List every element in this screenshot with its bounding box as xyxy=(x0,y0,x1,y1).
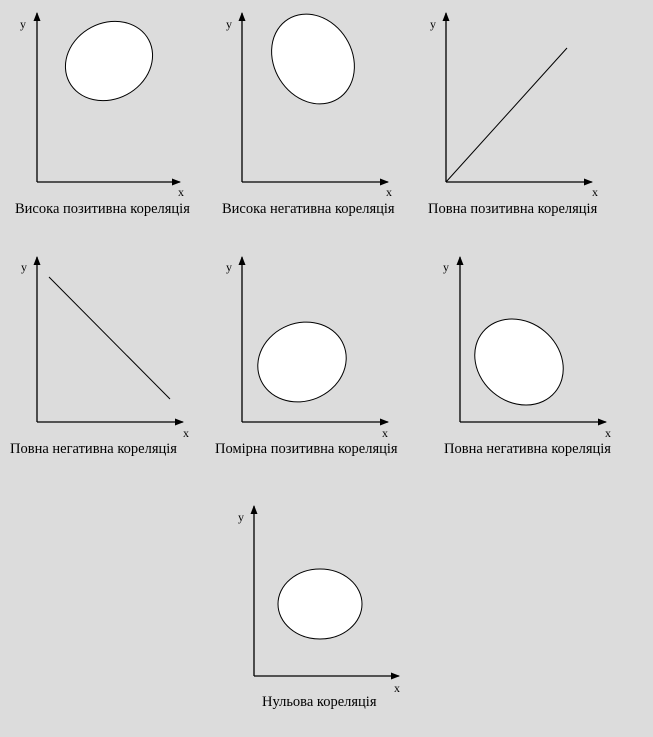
x-axis-label: x xyxy=(382,426,388,440)
scatter-ellipse xyxy=(255,0,371,120)
scatter-ellipse xyxy=(278,569,362,639)
regression-line xyxy=(49,277,170,399)
panel-caption: Нульова кореляція xyxy=(262,694,377,710)
scatter-ellipse xyxy=(457,301,580,423)
panel-high-negative xyxy=(222,0,395,217)
x-axis-label: x xyxy=(183,426,189,440)
panel-full-positive xyxy=(428,13,598,217)
panel-caption: Повна негативна кореляція xyxy=(444,441,611,457)
y-axis-label: y xyxy=(238,510,244,524)
panel-caption: Повна позитивна кореляція xyxy=(428,201,598,217)
y-axis-label: y xyxy=(226,260,232,274)
panel-full-negative-ellipse xyxy=(443,257,611,457)
y-axis-label: y xyxy=(21,260,27,274)
x-axis-label: x xyxy=(394,681,400,695)
regression-line xyxy=(446,48,567,182)
panel-caption: Висока негативна кореляція xyxy=(222,201,395,217)
scatter-ellipse xyxy=(51,6,166,115)
panel-caption: Повна негативна кореляція xyxy=(10,441,177,457)
panel-high-positive xyxy=(15,6,190,217)
y-axis-label: y xyxy=(430,17,436,31)
y-axis-label: y xyxy=(226,17,232,31)
panel-caption: Висока позитивна кореляція xyxy=(15,201,190,217)
x-axis-label: x xyxy=(178,185,184,199)
panel-zero xyxy=(238,506,400,710)
y-axis-label: y xyxy=(20,17,26,31)
x-axis-label: x xyxy=(605,426,611,440)
panel-moderate-positive xyxy=(215,257,398,457)
scatter-ellipse xyxy=(246,309,359,415)
y-axis-label: y xyxy=(443,260,449,274)
panel-caption: Помірна позитивна кореляція xyxy=(215,441,398,457)
x-axis-label: x xyxy=(592,185,598,199)
x-axis-label: x xyxy=(386,185,392,199)
panel-full-negative-line xyxy=(10,257,189,457)
